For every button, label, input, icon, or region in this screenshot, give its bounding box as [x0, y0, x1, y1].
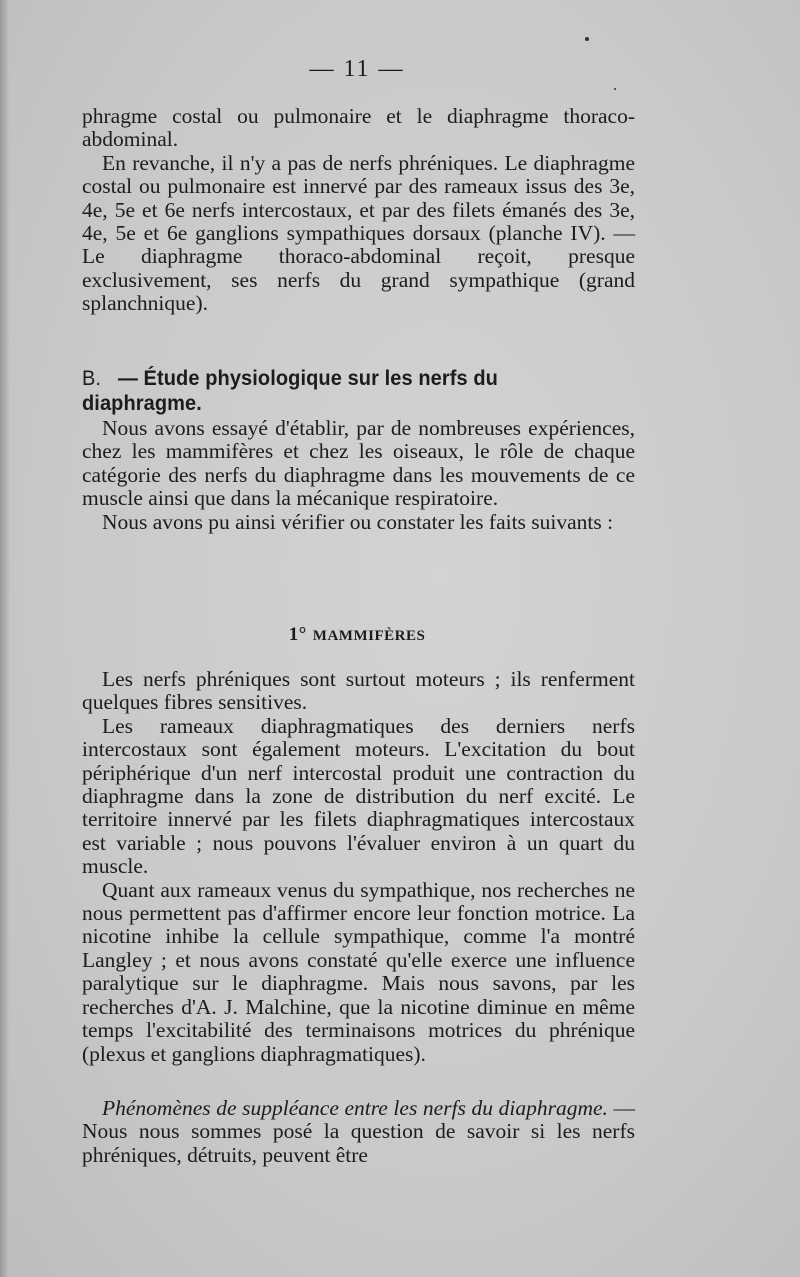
paragraph-phrenic-nerves: En revanche, il n'y a pas de nerfs phréniques. Le diaphragme costal ou pulmonaire est innervé par des rameaux issus des 3e, 4e, 5e et 6e nerfs intercostaux, et par des filets émanés des 3e, 4e, 5e et 6e ganglions sympathiques dorsaux (planche IV). — Le diaphragme thoraco-abdominal reçoit, presque exclusivement, ses nerfs du grand sympathique (grand splanchnique).	[82, 150, 635, 316]
mammals-text-block	[82, 668, 635, 1066]
final-text-block	[82, 1097, 635, 1167]
paragraph-suppleance-text: — Nous nous sommes posé la question de savoir si les nerfs phréniques, détruits, peuvent être	[82, 1096, 636, 1167]
paragraph-phrenic-motor: Les nerfs phréniques sont surtout moteurs ; ils renferment quelques fibres sensitives.	[82, 667, 635, 715]
section-text-block	[82, 417, 635, 534]
paper-speck	[585, 37, 589, 41]
section-heading	[82, 366, 603, 416]
intro-text-block	[82, 105, 635, 316]
italic-lead: Phénomènes de suppléance entre les nerfs du diaphragme.	[102, 1096, 608, 1120]
paragraph-intercostal: Les rameaux diaphragmatiques des derniers nerfs intercostaux sont également moteurs. L'excitation du bout périphérique d'un nerf intercostal produit une contraction du diaphragme dans la zone de distribution du nerf excité. Le territoire innervé par les filets diaphragmatiques intercostaux est variable ; nous pouvons l'évaluer environ à un quart du muscle.	[82, 713, 635, 879]
paragraph-continuation: phragme costal ou pulmonaire et le diaphragme thoraco-abdominal.	[82, 104, 635, 152]
paragraph-facts: Nous avons pu ainsi vérifier ou constater les faits suivants :	[102, 509, 614, 534]
subsection-title: MAMMIFÈRES	[312, 628, 426, 644]
page-number: — 11 —	[309, 56, 405, 82]
subsection-number: 1°	[288, 624, 307, 645]
section-title: — Étude physiologique sur les nerfs du diaphragme.	[82, 366, 498, 415]
subsection-heading	[0, 624, 714, 646]
paragraph-sympathetic: Quant aux rameaux venus du sympathique, nos recherches ne nous permettent pas d'affirmer encore leur fonction motrice. La nicotine inhibe la cellule sympathique, comme l'a montré Langley ; et nous avons constaté qu'elle exerce une influence paralytique sur le diaphragme. Mais nous savons, par les recherches d'A. J. Malchine, que la nicotine diminue en même temps l'excitabilité des terminaisons motrices du phrénique (plexus et ganglions diaphragmatiques).	[82, 877, 635, 1066]
section-letter: B.	[82, 366, 102, 390]
paragraph-experiments: Nous avons essayé d'établir, par de nombreuses expériences, chez les mammifères et chez les oiseaux, le rôle de chaque catégorie des nerfs du diaphragme dans les mouvements de ce muscle ainsi que dans la mécanique respiratoire.	[82, 416, 635, 511]
paper-speck	[614, 88, 616, 90]
paragraph-suppleance	[82, 1097, 635, 1167]
